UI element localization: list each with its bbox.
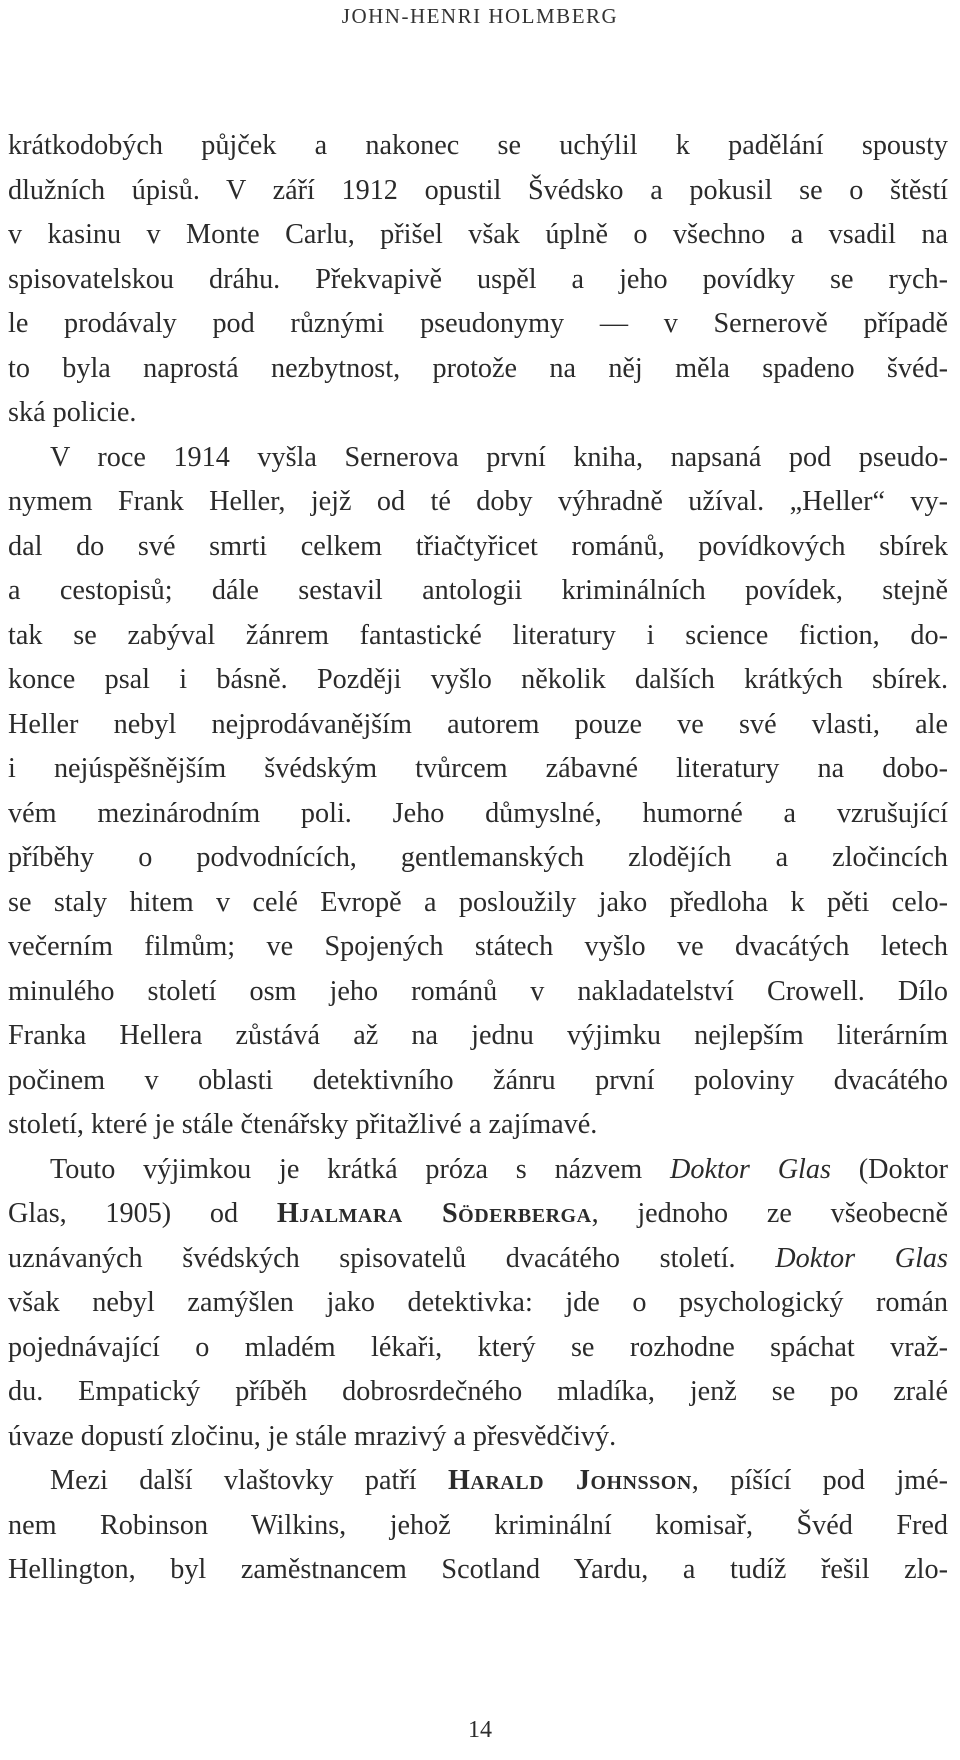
author-name: Harald Johnsson [447,1465,692,1496]
text-run: Mezi další vlaštovky patří [50,1465,448,1496]
text-line: počinem v oblasti detektivního žánru první poloviny dvacátého [8,1064,948,1096]
text-line: V roce 1914 vyšla Sernerova první kniha, napsaná pod pseudo- [50,441,948,473]
text-line: tak se zabýval žánrem fantastické literatury i science fiction, do- [8,619,948,651]
text-line: krátkodobých půjček a nakonec se uchýlil k padělání spousty [8,130,948,161]
text-line: v kasinu v Monte Carlu, přišel však úplně o všechno a vsadil na [8,219,948,250]
text-line: du. Empatický příběh dobrosrdečného mladíka, jenž se po zralé [8,1376,948,1407]
text-line: se staly hitem v celé Evropě a posloužily jako předloha k pěti celo- [8,886,948,918]
running-header: JOHN-HENRI HOLMBERG [341,4,619,28]
text-run: , píšící pod jmé- [691,1465,949,1496]
text-line [8,1459,948,1504]
text-line: Franka Hellera zůstává až na jednu výjimku nejlepším literárním [8,1020,948,1051]
text-run: Glas, 1905) od [8,1198,277,1229]
text-line: však nebyl zamýšlen jako detektivka: jde o psychologický román [8,1287,948,1318]
text-line: úvaze dopustí zločinu, je stále mrazivý a přesvědčivý. [8,1420,617,1452]
body-text [8,124,948,1593]
text-line: dlužních úpisů. V září 1912 opustil Švédsko a pokusil se o štěstí [8,174,948,206]
text-line: Hellington, byl zaměstnancem Scotland Yardu, a tudíž řešil zlo- [8,1554,948,1585]
book-title: Doktor Glas [670,1153,831,1185]
text-line: konce psal i básně. Později vyšlo několik dalších krátkých sbírek. [8,664,948,695]
book-title: Doktor Glas [775,1242,948,1274]
text-line: pojednávající o mladém lékaři, který se rozhodne spáchat vraž- [8,1331,948,1363]
text-line: vém mezinárodním poli. Jeho důmyslné, humorné a vzrušující [8,797,948,829]
text-line: ská policie. [8,397,137,428]
text-line: a cestopisů; dále sestavil antologii kriminálních povídek, stejně [8,575,948,606]
author-name: Hjalmara Söderberga [276,1198,592,1229]
text-line: Heller nebyl nejprodávanějším autorem pouze ve své vlasti, ale [8,708,948,740]
text-line: le prodávaly pod různými pseudonymy — v Sernerově případě [8,308,948,339]
text-line: dal do své smrti celkem třiačtyřicet románů, povídkových sbírek [8,530,948,562]
text-run: , jednoho ze všeobecně [591,1198,948,1229]
text-line: spisovatelskou dráhu. Překvapivě uspěl a jeho povídky se rych- [8,263,948,295]
text-line: to byla naprostá nezbytnost, protože na něj měla spadeno švéd- [8,352,948,384]
text-run: uznávaných švédských spisovatelů dvacátého století. [8,1242,776,1274]
text-line: minulého století osm jeho románů v nakladatelství Crowell. Dílo [8,975,948,1007]
text-line [8,1148,948,1193]
page-number: 14 [468,1717,492,1743]
text-line: příběhy o podvodnících, gentlemanských zlodějích a zločincích [8,842,948,873]
text-line [8,1192,948,1237]
text-run: Touto výjimkou je krátká próza s názvem [50,1153,671,1185]
text-line: století, které je stále čtenářsky přitažlivé a zajímavé. [8,1109,598,1140]
text-line: i nejúspěšnějším švédským tvůrcem zábavné literatury na dobo- [8,753,948,784]
text-line: nymem Frank Heller, jejž od té doby výhradně užíval. „Heller“ vy- [8,486,948,517]
text-run: (Doktor [830,1153,948,1185]
text-line: nem Robinson Wilkins, jehož kriminální komisař, Švéd Fred [8,1509,948,1541]
text-line [8,1237,948,1282]
text-line: večerním filmům; ve Spojených státech vyšlo ve dvacátých letech [8,931,948,962]
